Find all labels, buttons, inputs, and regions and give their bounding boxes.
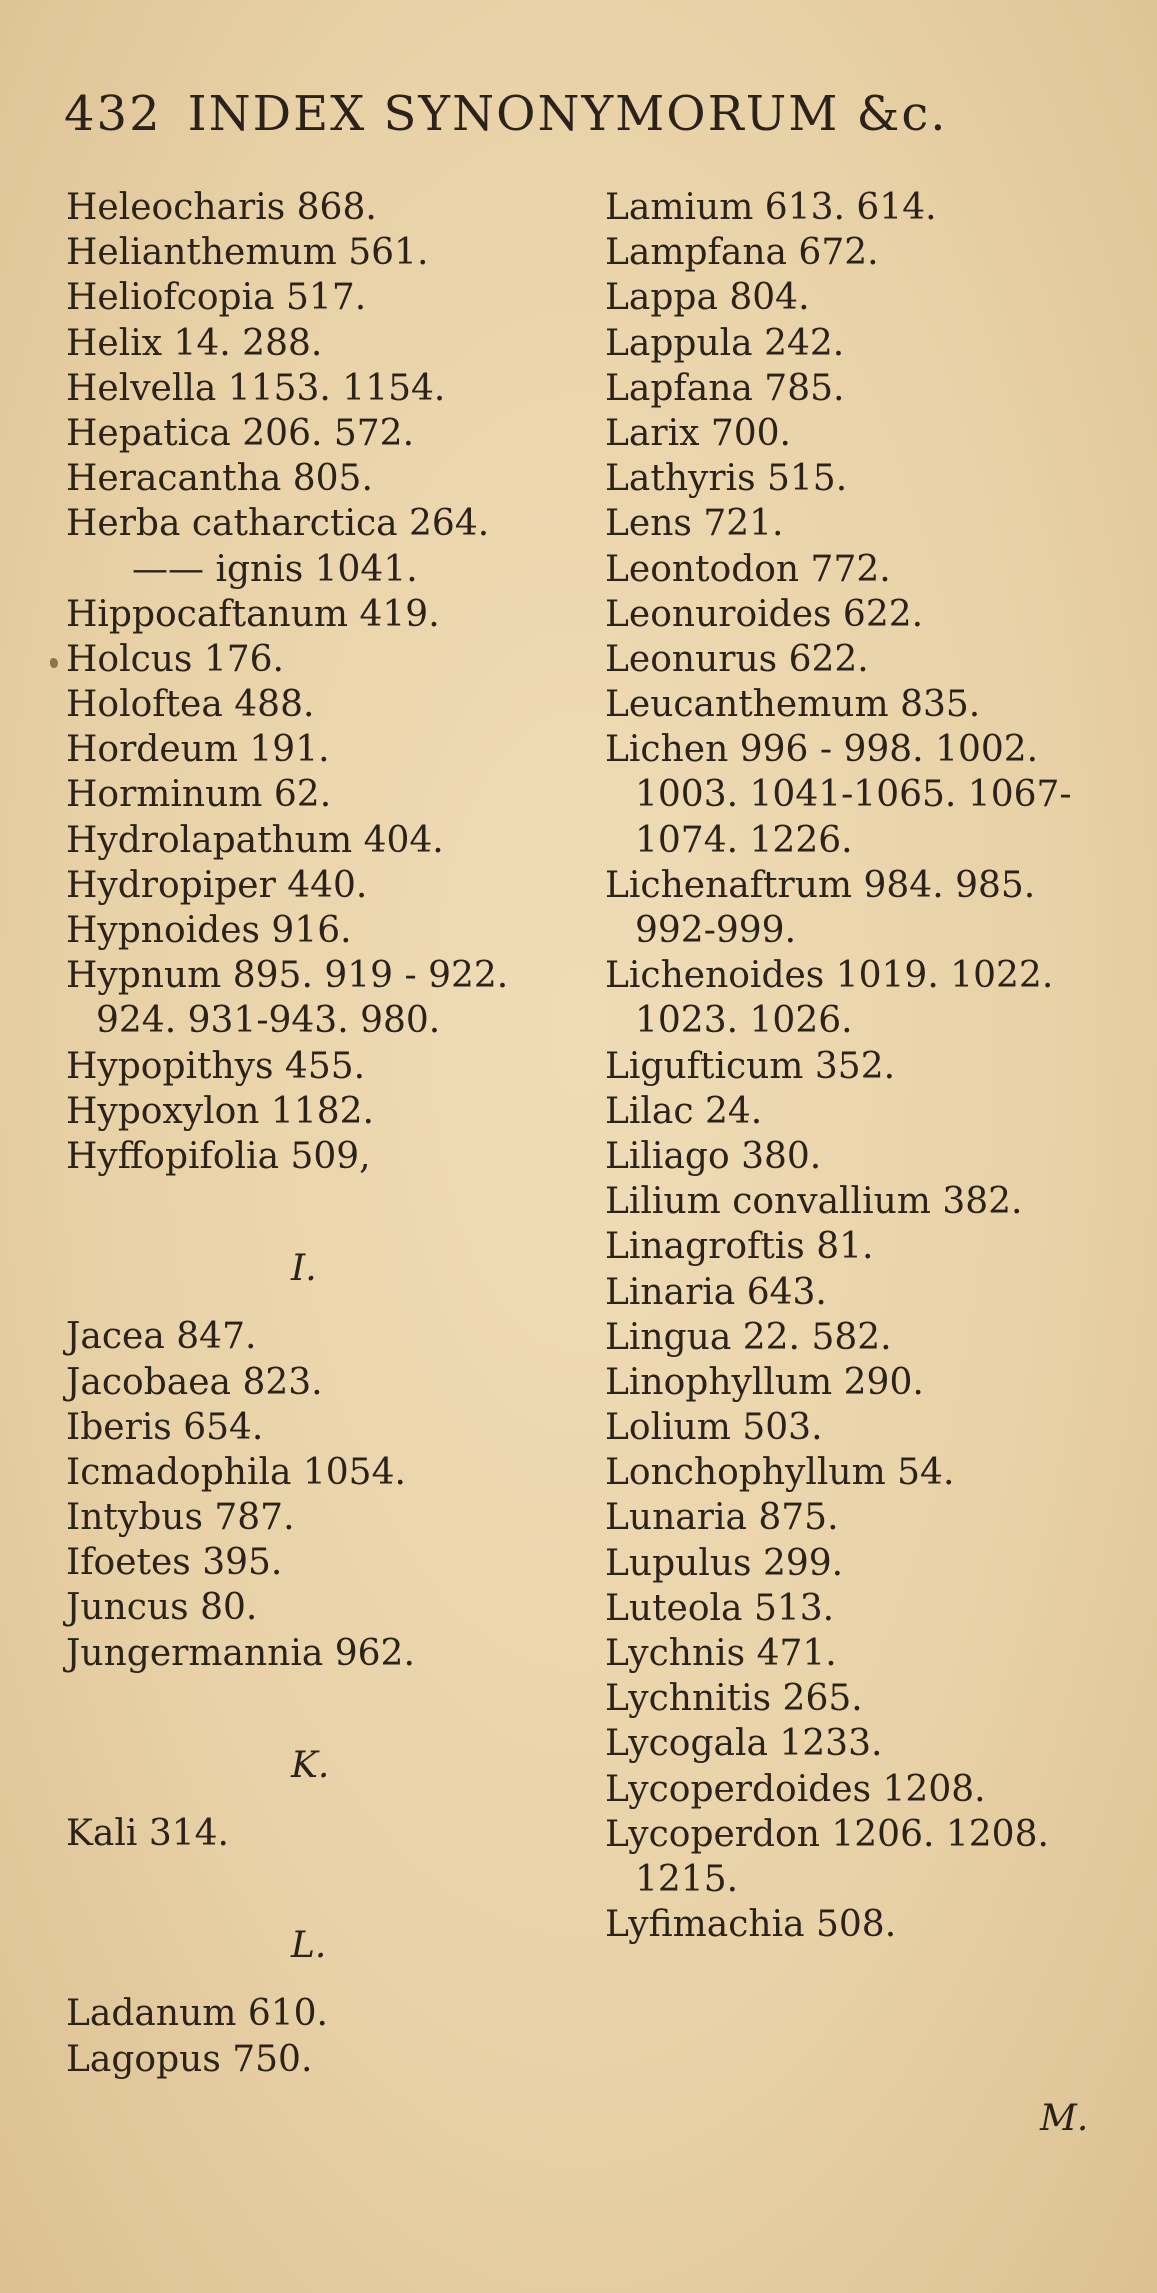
left-index-column (66, 185, 586, 2082)
index-entry: Heracantha 805. (66, 458, 373, 500)
page-header (64, 86, 948, 142)
index-entry: Ifoetes 395. (66, 1542, 283, 1584)
index-entry: Hydropiper 440. (66, 864, 368, 906)
index-entry: Larix 700. (605, 412, 791, 454)
index-entry: Iberis 654. (66, 1406, 264, 1448)
index-entry: Herba catharctica 264. (66, 503, 490, 545)
index-entry: Leonuroides 622. (605, 593, 924, 635)
index-entry: Lycoperdoides 1208. (605, 1768, 986, 1810)
index-entry: Lychnis 471. (605, 1633, 837, 1674)
index-entry: Lycoperdon 1206. 1208. (605, 1813, 1049, 1855)
index-entry: Liliago 380. (605, 1135, 822, 1177)
index-entry: Heliofcopia 517. (66, 277, 367, 319)
index-entry: Helvella 1153. 1154. (66, 367, 446, 409)
spacer (66, 1856, 586, 1901)
index-entry: Lappa 804. (605, 277, 810, 319)
index-entry: Lupulus 299. (605, 1542, 844, 1584)
index-entry: Hepatica 206. 572. (66, 412, 415, 454)
index-entry: Lolium 503. (605, 1407, 823, 1449)
index-entry: Leucanthemum 835. (605, 684, 981, 726)
index-entry: Lychnitis 265. (605, 1678, 863, 1720)
index-entry: Holoftea 488. (66, 684, 315, 726)
index-entry: Lingua 22. 582. (605, 1316, 892, 1358)
section-letter: I. (291, 1248, 317, 1290)
index-entry-continuation: 1215. (635, 1858, 739, 1900)
index-entry: Linagroftis 81. (605, 1226, 874, 1268)
index-entry: Lilac 24. (605, 1090, 763, 1132)
index-entry: Hypnum 895. 919 - 922. (66, 955, 509, 997)
index-entry-continuation: 924. 931-943. 980. (96, 1000, 441, 1042)
index-entry: Lappula 242. (605, 322, 845, 364)
index-entry: Hippocaftanum 419. (66, 593, 440, 635)
index-entry-continuation: 1074. 1226. (635, 819, 853, 861)
index-entry: Intybus 787. (66, 1497, 295, 1539)
index-entry: Lichenoides 1019. 1022. (605, 955, 1054, 997)
index-entry: Ladanum 610. (66, 1993, 328, 2035)
index-entry: Hordeum 191. (66, 729, 330, 771)
index-entry: Icmadophila 1054. (66, 1451, 406, 1493)
spacer (66, 1676, 586, 1721)
index-entry: Lyfimachia 508. (605, 1904, 897, 1946)
index-entry: Holcus 176. (66, 638, 285, 680)
index-entry: —— ignis 1041. (132, 548, 418, 590)
index-entry: Leonurus 622. (605, 638, 869, 680)
spacer (66, 1179, 586, 1224)
index-entry: Hydrolapathum 404. (66, 819, 444, 861)
index-entry: Jacobaea 823. (66, 1361, 323, 1403)
index-entry: Lamium 613. 614. (605, 187, 937, 228)
index-entry: Lonchophyllum 54. (605, 1452, 955, 1494)
index-entry: Lagopus 750. (66, 2038, 313, 2080)
index-entry: Jacea 847. (66, 1316, 257, 1358)
index-entry-continuation: 1003. 1041-1065. 1067- (635, 774, 1072, 816)
index-entry: Luteola 513. (605, 1587, 835, 1629)
index-entry: Hypopithys 455. (66, 1045, 366, 1087)
page-title: INDEX SYNONYMORUM &c. (187, 86, 948, 142)
index-entry-continuation: 992-999. (635, 910, 797, 951)
index-entry: Lathyris 515. (605, 458, 848, 500)
right-index-column (605, 185, 1125, 1947)
index-entry: Leontodon 772. (605, 548, 891, 590)
index-entry: Hyffopifolia 509, (66, 1135, 371, 1177)
ink-blot (50, 658, 58, 668)
index-entry: Linophyllum 290. (605, 1361, 924, 1403)
index-entry: Lichen 996 - 998. 1002. (605, 729, 1039, 771)
index-entry: Lichenaftrum 984. 985. (605, 864, 1036, 906)
index-entry: Hypoxylon 1182. (66, 1090, 374, 1132)
index-entry: Heleocharis 868. (66, 187, 377, 228)
index-entry: Ligufticum 352. (605, 1045, 896, 1087)
index-entry: Lapfana 785. (605, 367, 845, 409)
index-entry: Lampfana 672. (605, 232, 879, 274)
index-entry: Horminum 62. (66, 774, 332, 816)
catchword: M. (1040, 2098, 1089, 2139)
section-letter: L. (291, 1925, 327, 1967)
index-entry: Lilium convallium 382. (605, 1181, 1023, 1223)
page-number: 432 (64, 86, 162, 142)
index-entry: Lycogala 1233. (605, 1723, 883, 1765)
section-letter: K. (291, 1745, 330, 1786)
index-entry: Helix 14. 288. (66, 322, 323, 364)
index-entry: Helianthemum 561. (66, 232, 429, 274)
index-entry: Kali 314. (66, 1813, 229, 1854)
index-entry-continuation: 1023. 1026. (635, 1000, 853, 1042)
index-entry: Lens 721. (605, 503, 784, 545)
index-entry: Jungermannia 962. (66, 1632, 415, 1674)
index-entry: Linaria 643. (605, 1271, 827, 1313)
index-entry: Hypnoides 916. (66, 910, 352, 951)
index-entry: Juncus 80. (66, 1587, 258, 1629)
index-entry: Lunaria 875. (605, 1497, 839, 1539)
